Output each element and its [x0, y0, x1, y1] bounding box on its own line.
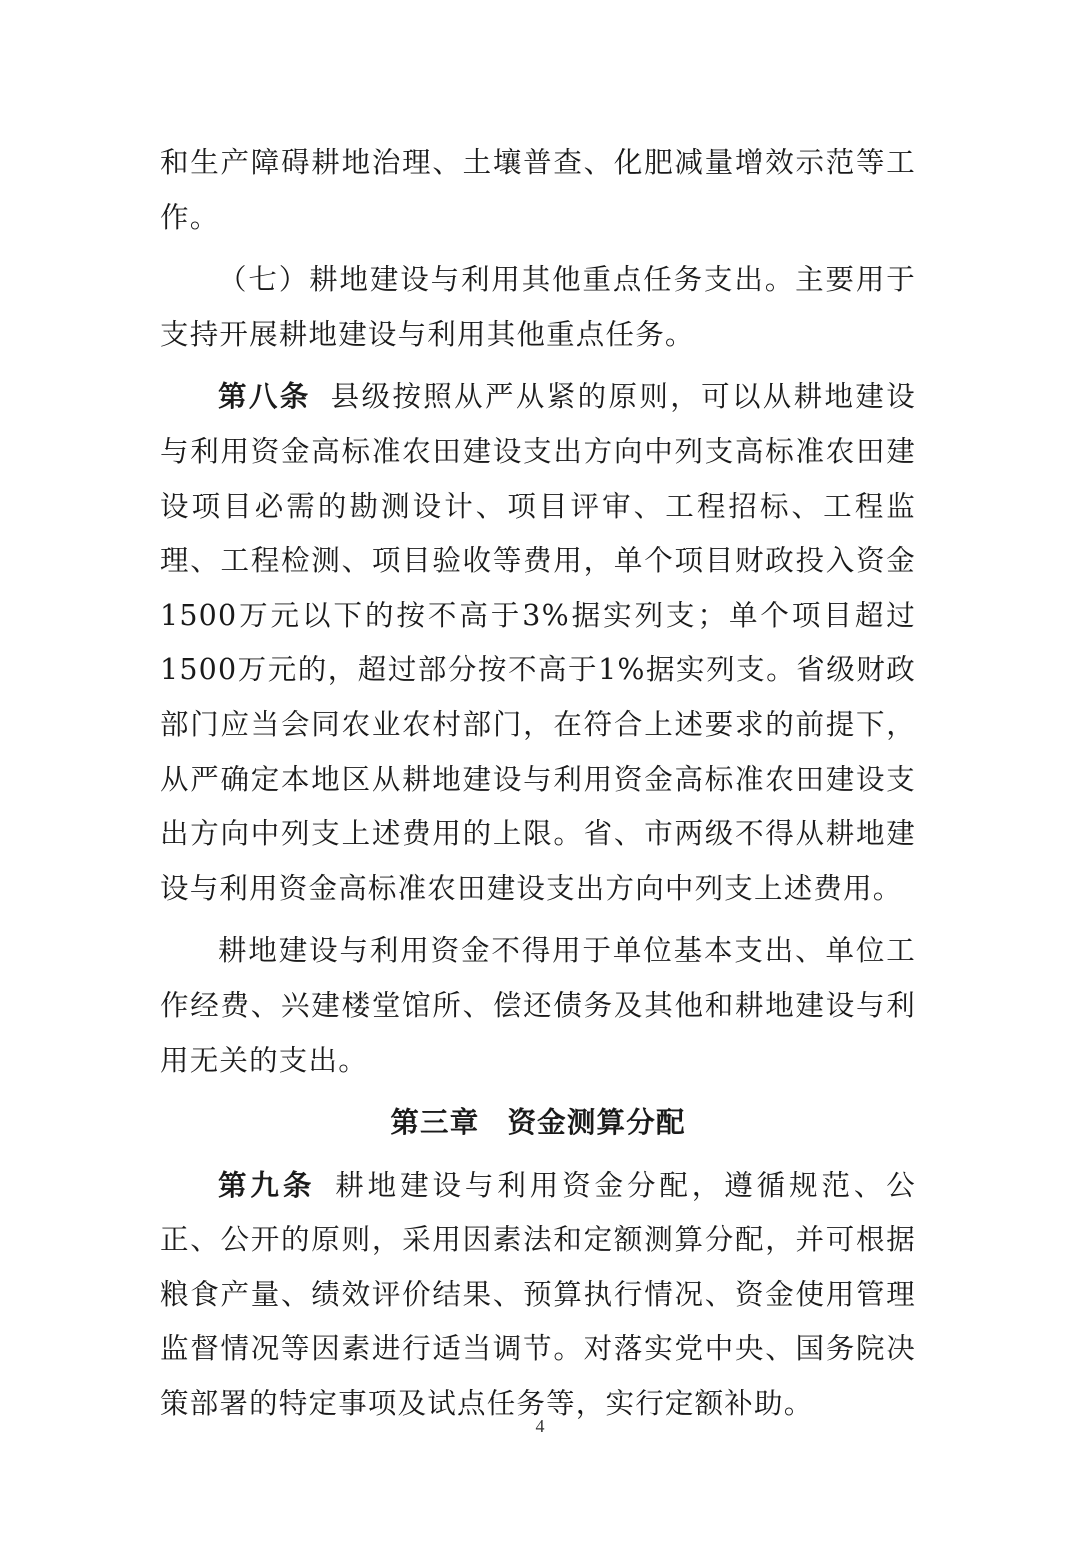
article-number: 第八条: [218, 380, 311, 414]
article-text: 耕地建设与利用资金分配，遵循规范、公正、公开的原则，采用因素法和定额测算分配，并可根据粮食产量、绩效评价结果、预算执行情况、资金使用管理监督情况等因素进行适当调节。对落实党中央、国务院决策部署的特定事项及试点任务等，实行定额补助。: [160, 1168, 916, 1421]
paragraph-item-seven: [160, 253, 916, 362]
document-body: [160, 136, 916, 1432]
chapter-number: 第三章: [390, 1106, 480, 1140]
article-nine: [160, 1159, 916, 1432]
article-eight: [160, 370, 916, 916]
paragraph-continued: [160, 136, 916, 245]
chapter-heading: [160, 1096, 916, 1151]
page-number: 4: [535, 1416, 545, 1436]
paragraph-restriction: [160, 924, 916, 1088]
paragraph-text: 耕地建设与利用资金不得用于单位基本支出、单位工作经费、兴建楼堂馆所、偿还债务及其他和耕地建设与利用无关的支出。: [160, 934, 916, 1077]
article-number: 第九条: [218, 1168, 316, 1202]
article-text: 县级按照从严从紧的原则，可以从耕地建设与利用资金高标准农田建设支出方向中列支高标准农田建设项目必需的勘测设计、项目评审、工程招标、工程监理、工程检测、项目验收等费用，单个项目财政投入资金1500万元以下的按不高于3%据实列支；单个项目超过1500万元的，超过部分按不高于1%据实列支。省级财政部门应当会同农业农村部门，在符合上述要求的前提下，从严确定本地区从耕地建设与利用资金高标准农田建设支出方向中列支上述费用的上限。省、市两级不得从耕地建设与利用资金高标准农田建设支出方向中列支上述费用。: [160, 380, 916, 905]
chapter-title: 资金测算分配: [507, 1106, 686, 1140]
paragraph-text: （七）耕地建设与利用其他重点任务支出。主要用于支持开展耕地建设与利用其他重点任务。: [160, 263, 916, 351]
paragraph-text: 和生产障碍耕地治理、土壤普查、化肥减量增效示范等工作。: [160, 146, 916, 234]
